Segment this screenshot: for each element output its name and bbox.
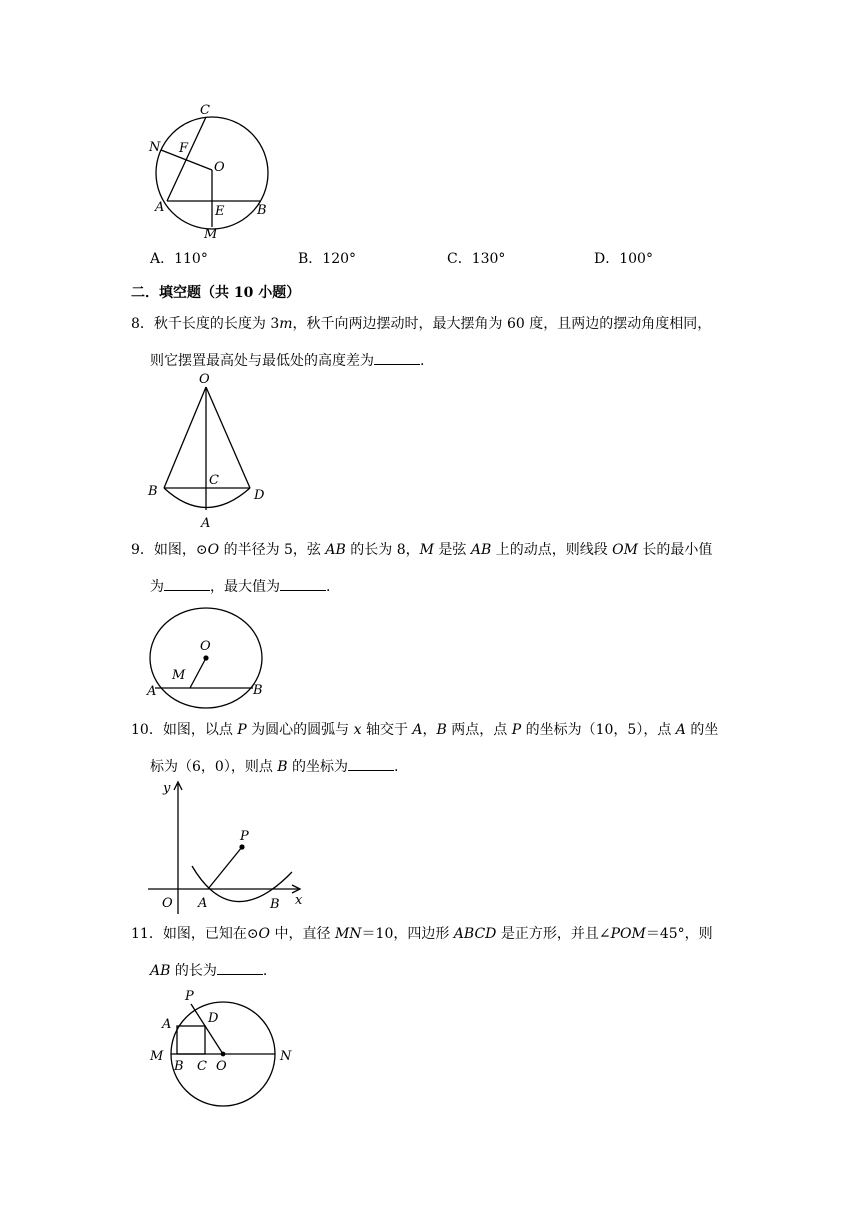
q8-text-a: 8．秋千长度的长度为 3 <box>131 316 280 332</box>
q11-var-ab: AB <box>150 963 171 979</box>
q9-text-end: . <box>326 579 331 595</box>
q10-line-pa <box>208 847 242 889</box>
q7-option-d: D．100° <box>594 251 653 267</box>
q10-text-b: 为圆心的圆弧与 <box>246 722 354 738</box>
q10-label-a: A <box>198 896 208 911</box>
q9-blank-max[interactable] <box>280 576 326 591</box>
q10-label-y: y <box>163 781 171 796</box>
q11-text-c: ＝10，四边形 <box>361 926 454 942</box>
q9-text-e: 上的动点，则线段 <box>491 542 613 558</box>
q11-label-a: A <box>162 1017 172 1032</box>
q7-label-n: N <box>149 140 161 155</box>
q10-line1 <box>131 720 718 740</box>
q7-label-c: C <box>200 103 210 118</box>
q10-text-f: 的坐标为（10，5），点 <box>521 722 676 738</box>
q9-var-o: O <box>207 542 220 558</box>
q10-text-g: 的坐 <box>685 722 719 738</box>
q8-unit: m <box>279 316 293 332</box>
q10-figure <box>140 776 310 916</box>
q9-text-g: 为 <box>150 579 164 595</box>
q8-text-b: ，秋千向两边摆动时，最大摆角为 60 度，且两边的摆动角度相同， <box>292 316 712 332</box>
q11-label-p: P <box>185 989 194 1004</box>
q10-point-p <box>239 844 244 849</box>
q11-blank[interactable] <box>217 960 263 975</box>
q11-label-m: M <box>150 1049 164 1064</box>
q10-label-o: O <box>162 896 173 911</box>
q11-text-f: 的长为 <box>170 963 217 979</box>
q8-label-c: C <box>209 473 219 488</box>
q8-figure <box>140 372 280 532</box>
q9-text-h: ，最大值为 <box>210 579 280 595</box>
q7-figure <box>140 98 280 246</box>
q10-line2 <box>150 756 398 777</box>
q11-text-d: 是正方形，并且∠ <box>496 926 611 942</box>
q9-figure <box>140 602 280 712</box>
q11-var-o: O <box>258 926 271 942</box>
q11-square-abcd <box>177 1026 205 1054</box>
q11-label-b: B <box>174 1059 184 1074</box>
q10-text-end: . <box>394 759 399 775</box>
q10-var-p: P <box>237 722 247 738</box>
q9-text-c: 的长为 8， <box>345 542 420 558</box>
q10-text-a: 10．如图，以点 <box>131 722 238 738</box>
q8-text-end: . <box>420 353 425 369</box>
q7-label-b: B <box>257 203 267 218</box>
q8-arc-bad <box>164 488 250 508</box>
q9-var-ab2: AB <box>470 542 492 558</box>
q11-label-o: O <box>216 1059 227 1074</box>
q9-line-om <box>190 658 206 688</box>
section-title: 二．填空题（共 10 小题） <box>131 285 301 301</box>
q9-var-m: M <box>419 542 434 558</box>
q9-label-o: O <box>200 639 211 654</box>
q8-line-ob <box>164 387 206 488</box>
q7-line-ac <box>167 117 206 201</box>
q11-label-d: D <box>208 1011 219 1026</box>
q9-blank-min[interactable] <box>164 576 210 591</box>
q9-text-b: 的半径为 5，弦 <box>219 542 326 558</box>
q10-blank[interactable] <box>348 756 394 771</box>
q10-var-a2: A <box>675 722 686 738</box>
q10-text-c: 轴交于 <box>361 722 413 738</box>
q8-label-d: D <box>254 488 265 503</box>
q11-text-e: ＝45°，则 <box>645 926 713 942</box>
q11-var-abcd: ABCD <box>453 926 497 942</box>
q7-option-c: C．130° <box>447 251 506 267</box>
q10-text-i: 的坐标为 <box>287 759 349 775</box>
q7-option-a: A．110° <box>150 251 208 267</box>
q10-var-p2: P <box>511 722 522 738</box>
q11-figure <box>140 986 310 1114</box>
q11-text-end: . <box>262 963 268 979</box>
q10-label-b: B <box>270 897 280 912</box>
q8-text-c: 则它摆置最高处与最低处的高度差为 <box>150 353 374 369</box>
q9-var-om: OM <box>612 542 638 558</box>
q11-line2 <box>150 960 267 981</box>
q10-text-h: 标为（6，0），则点 <box>150 759 278 775</box>
q8-blank[interactable] <box>374 350 420 365</box>
q9-line1 <box>131 540 712 560</box>
q10-var-x: x <box>353 722 362 738</box>
q7-label-a: A <box>155 200 165 215</box>
q10-var-b2: B <box>277 759 288 775</box>
q9-var-ab: AB <box>325 542 346 558</box>
q10-var-b: B <box>436 722 447 738</box>
q9-label-b: B <box>253 683 263 698</box>
q10-var-a: A <box>412 722 423 738</box>
q11-var-pom: POM <box>610 926 646 942</box>
q8-label-a: A <box>201 516 211 531</box>
q8-line1 <box>131 314 711 334</box>
q9-point-o <box>203 655 208 660</box>
q11-point-o <box>221 1052 226 1057</box>
q7-option-b: B．120° <box>298 251 357 267</box>
q10-text-d: ， <box>422 722 437 738</box>
q11-text-b: 中，直径 <box>270 926 335 942</box>
q7-label-f: F <box>179 141 189 156</box>
q9-text-f: 长的最小值 <box>637 542 713 558</box>
q11-text-a: 11．如图，已知在⊙ <box>131 926 259 942</box>
q11-var-mn: MN <box>334 926 362 942</box>
q10-label-p: P <box>240 829 249 844</box>
q8-line2 <box>150 350 424 371</box>
q11-line1 <box>131 924 713 944</box>
q7-label-o: O <box>214 160 225 175</box>
q10-text-e: 两点，点 <box>446 722 512 738</box>
q9-text-a: 9．如图，⊙ <box>131 542 208 558</box>
q11-label-n: N <box>280 1049 292 1064</box>
q9-text-d: 是弦 <box>433 542 471 558</box>
q7-label-m: M <box>204 227 218 242</box>
q9-label-m: M <box>172 668 186 683</box>
q8-label-b: B <box>148 484 158 499</box>
q11-label-c: C <box>197 1059 207 1074</box>
q9-line2 <box>150 576 330 597</box>
q9-label-a: A <box>147 684 157 699</box>
q10-label-x: x <box>295 893 303 908</box>
q8-label-o: O <box>199 372 210 387</box>
q7-label-e: E <box>215 204 225 219</box>
